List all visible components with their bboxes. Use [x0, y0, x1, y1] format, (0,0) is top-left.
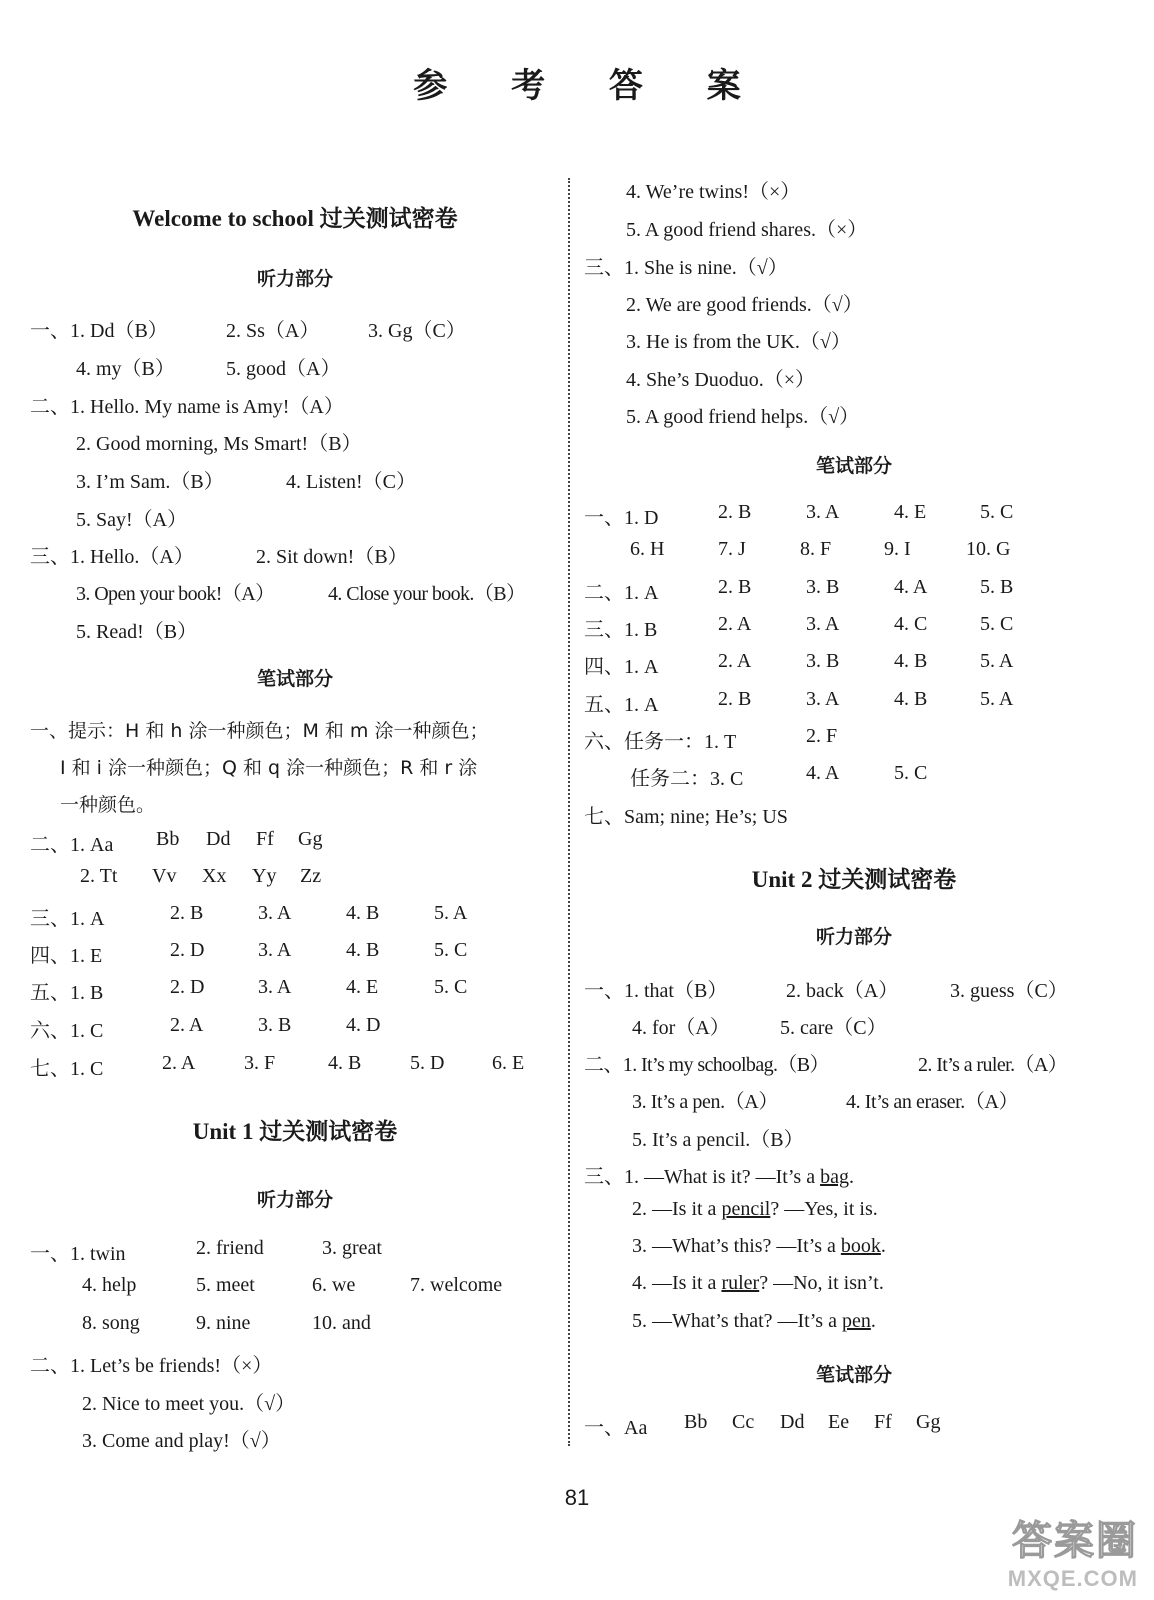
answer-item: 3. It’s a pen.（A）: [632, 1091, 778, 1113]
subtitle-listening: 听力部分: [815, 926, 892, 948]
column-divider: [568, 178, 570, 1446]
answer-item: 二、1. Aa: [30, 834, 114, 856]
answer-item: 二、1. A: [584, 582, 659, 604]
answer-item: 2. We are good friends.（√）: [626, 294, 863, 316]
question-text: ? —Yes, it is.: [770, 1198, 878, 1220]
answer-item: 4. B: [346, 939, 380, 961]
answer-word: book: [840, 1235, 881, 1257]
answer-item: 一种颜色。: [60, 794, 156, 816]
page-number: 81: [564, 1485, 590, 1510]
answer-item: 七、Sam; nine; He’s; US: [584, 806, 788, 828]
answer-item: 2. back（A）: [786, 980, 899, 1002]
answer-item: 5. A: [980, 688, 1014, 710]
answer-item: [632, 1198, 878, 1221]
watermark-url: MXQE.COM: [1007, 1566, 1138, 1591]
answer-word: ruler: [721, 1272, 760, 1294]
answer-item: 4. Listen!（C）: [286, 471, 416, 493]
answer-item: 7. welcome: [410, 1274, 503, 1296]
answer-item: 二、1. Let’s be friends!（×）: [30, 1355, 273, 1377]
answer-word: bag: [820, 1166, 849, 1188]
answer-item: 2. It’s a ruler.（A）: [918, 1054, 1068, 1076]
answer-item: 6. H: [630, 538, 665, 560]
question-text: 3. —What’s this? —It’s a: [632, 1235, 841, 1257]
answer-item: 5. Say!（A）: [76, 509, 188, 531]
answer-item: 5. C: [980, 501, 1014, 523]
answer-item: 6. E: [492, 1052, 525, 1074]
answer-item: Gg: [916, 1411, 941, 1433]
answer-item: 三、1. She is nine.（√）: [584, 257, 788, 279]
answer-item: 5. C: [980, 613, 1014, 635]
answer-item: 5. meet: [196, 1274, 255, 1296]
watermark-logo-text: 答案圈: [1012, 1519, 1138, 1563]
answer-item: 5. It’s a pencil.（B）: [632, 1129, 804, 1151]
answer-item: 3. A: [806, 613, 840, 635]
answer-item: 一、1. D: [584, 507, 659, 529]
answer-item: Ee: [828, 1411, 850, 1433]
answer-item: 8. song: [82, 1312, 140, 1334]
answer-item: 3. He is from the UK.（√）: [626, 331, 851, 353]
answer-item: 三、1. Hello.（A）: [30, 546, 194, 568]
answer-item: 四、1. A: [584, 656, 659, 678]
question-text: ? —No, it isn’t.: [759, 1272, 884, 1294]
answer-item: 2. A: [162, 1052, 196, 1074]
subtitle-writing: 笔试部分: [256, 668, 333, 690]
answer-item: 8. F: [800, 538, 832, 560]
answer-item: 2. Good morning, Ms Smart!（B）: [76, 433, 362, 455]
answer-item: 2. D: [170, 976, 205, 998]
answer-item: 3. Come and play!（√）: [82, 1430, 281, 1452]
answer-item: 4. my（B）: [76, 358, 175, 380]
answer-item: 任务二：3. C: [630, 768, 744, 790]
watermark-logo: [1008, 1509, 1138, 1592]
section-title-unit1: Unit 1 过关测试密卷: [192, 1119, 398, 1144]
answer-item: 5. D: [410, 1052, 445, 1074]
answer-item: 七、1. C: [30, 1058, 104, 1080]
answer-item: 6. we: [312, 1274, 356, 1296]
answer-item: 3. I’m Sam.（B）: [76, 471, 224, 493]
answer-item: 3. A: [806, 688, 840, 710]
answer-item: 5. A: [434, 902, 468, 924]
answer-item: Dd: [206, 828, 231, 850]
answer-item: Gg: [298, 828, 323, 850]
answer-item: 四、1. E: [30, 945, 103, 967]
answer-item: 5. C: [434, 976, 468, 998]
answer-item: 2. B: [718, 576, 752, 598]
question-text: .: [870, 1310, 876, 1332]
answer-item: 4. We’re twins!（×）: [626, 181, 801, 203]
answer-item: 3. F: [244, 1052, 276, 1074]
answer-item: 一、1. Dd（B）: [30, 320, 168, 342]
answer-item: 4. B: [894, 688, 928, 710]
question-text: .: [848, 1166, 854, 1188]
answer-item: 五、1. B: [30, 982, 104, 1004]
answer-item: 2. A: [718, 650, 752, 672]
answer-item: 4. for（A）: [632, 1017, 730, 1039]
answer-item: 4. It’s an eraser.（A）: [846, 1091, 1019, 1113]
answer-item: 4. B: [346, 902, 380, 924]
answer-item: 2. D: [170, 939, 205, 961]
answer-item: 3. great: [322, 1237, 382, 1259]
answer-item: 二、1. Hello. My name is Amy!（A）: [30, 396, 344, 418]
answer-item: I 和 i 涂一种颜色；Q 和 q 涂一种颜色；R 和 r 涂: [60, 757, 478, 779]
answer-item: 7. J: [718, 538, 746, 560]
answer-item: 4. B: [894, 650, 928, 672]
subtitle-listening: 听力部分: [256, 268, 333, 290]
answer-item: 10. and: [312, 1312, 371, 1334]
answer-item: 4. She’s Duoduo.（×）: [626, 369, 816, 391]
answer-item: 六、任务一：1. T: [584, 731, 737, 753]
answer-item: 5. A good friend shares.（×）: [626, 219, 868, 241]
answer-item: 2. Sit down!（B）: [256, 546, 408, 568]
answer-item: 4. C: [894, 613, 928, 635]
answer-item: 2. Ss（A）: [226, 320, 320, 342]
answer-item: 2. Tt: [80, 865, 118, 887]
answer-item: 5. care（C）: [780, 1017, 887, 1039]
answer-item: Yy: [252, 865, 277, 887]
answer-item: 3. B: [806, 650, 840, 672]
subtitle-writing: 笔试部分: [815, 455, 892, 477]
answer-item: Zz: [300, 865, 322, 887]
answer-item: 3. B: [806, 576, 840, 598]
answer-item: 4. B: [328, 1052, 362, 1074]
question-text: 4. —Is it a: [632, 1272, 722, 1294]
answer-item: 4. A: [806, 762, 840, 784]
answer-item: 2. Nice to meet you.（√）: [82, 1393, 296, 1415]
question-text: .: [880, 1235, 886, 1257]
subtitle-listening: 听力部分: [256, 1189, 333, 1211]
answer-item: 三、1. A: [30, 908, 105, 930]
answer-item: 4. E: [346, 976, 379, 998]
answer-item: 4. help: [82, 1274, 137, 1296]
answer-item: Xx: [202, 865, 227, 887]
answer-item: 5. A: [980, 650, 1014, 672]
answer-item: Bb: [156, 828, 180, 850]
answer-item: Vv: [152, 865, 177, 887]
subtitle-writing: 笔试部分: [815, 1364, 892, 1386]
answer-item: 4. D: [346, 1014, 381, 1036]
answer-item: [632, 1310, 876, 1333]
answer-item: 2. friend: [196, 1237, 264, 1259]
answer-item: 2. A: [170, 1014, 204, 1036]
answer-item: [632, 1235, 886, 1258]
answer-item: [632, 1272, 884, 1295]
answer-item: 3. guess（C）: [950, 980, 1068, 1002]
answer-item: 5. Read!（B）: [76, 621, 198, 643]
answer-item: Dd: [780, 1411, 805, 1433]
answer-item: 2. B: [718, 688, 752, 710]
answer-item: 3. Open your book!（A）: [76, 583, 275, 605]
answer-item: 六、1. C: [30, 1020, 104, 1042]
answer-item: 2. B: [170, 902, 204, 924]
answer-word: pen: [841, 1310, 871, 1332]
answer-item: 二、1. It’s my schoolbag.（B）: [584, 1054, 829, 1076]
answer-item: 五、1. A: [584, 694, 659, 716]
answer-item: 一、提示：H 和 h 涂一种颜色；M 和 m 涂一种颜色；: [30, 720, 489, 742]
page-title: 参 考 答 案: [413, 66, 767, 106]
answer-item: 4. E: [894, 501, 927, 523]
answer-item: 5. C: [894, 762, 928, 784]
answer-item: 5. good（A）: [226, 358, 341, 380]
question-text: 三、1. —What is it? —It’s a: [584, 1166, 821, 1188]
answer-item: Ff: [874, 1411, 892, 1433]
answer-item: Bb: [684, 1411, 708, 1433]
answer-item: 3. A: [258, 939, 292, 961]
section-title-welcome: Welcome to school 过关测试密卷: [132, 206, 458, 231]
answer-item: 9. I: [884, 538, 911, 560]
answer-word: pencil: [721, 1198, 771, 1220]
answer-item: [584, 1160, 854, 1189]
answer-item: 3. B: [258, 1014, 292, 1036]
answer-item: 2. B: [718, 501, 752, 523]
answer-item: 3. A: [258, 902, 292, 924]
answer-item: 4. Close your book.（B）: [328, 583, 526, 605]
section-title-unit2: Unit 2 过关测试密卷: [751, 867, 957, 892]
answer-item: 一、Aa: [584, 1417, 648, 1439]
answer-item: 5. B: [980, 576, 1014, 598]
answer-item: Ff: [256, 828, 274, 850]
question-text: 2. —Is it a: [632, 1198, 722, 1220]
answer-item: 3. A: [806, 501, 840, 523]
answer-item: 2. F: [806, 725, 838, 747]
answer-item: 5. A good friend helps.（√）: [626, 406, 860, 428]
answer-item: 5. C: [434, 939, 468, 961]
answer-item: 一、1. that（B）: [584, 980, 728, 1002]
answer-item: 3. Gg（C）: [368, 320, 466, 342]
answer-item: 10. G: [966, 538, 1011, 560]
answer-item: 3. A: [258, 976, 292, 998]
answer-item: 9. nine: [196, 1312, 251, 1334]
answer-item: 4. A: [894, 576, 928, 598]
answer-item: 一、1. twin: [30, 1243, 126, 1265]
answer-item: 2. A: [718, 613, 752, 635]
answer-item: Cc: [732, 1411, 755, 1433]
question-text: 5. —What’s that? —It’s a: [632, 1310, 842, 1332]
answer-item: 三、1. B: [584, 619, 658, 641]
